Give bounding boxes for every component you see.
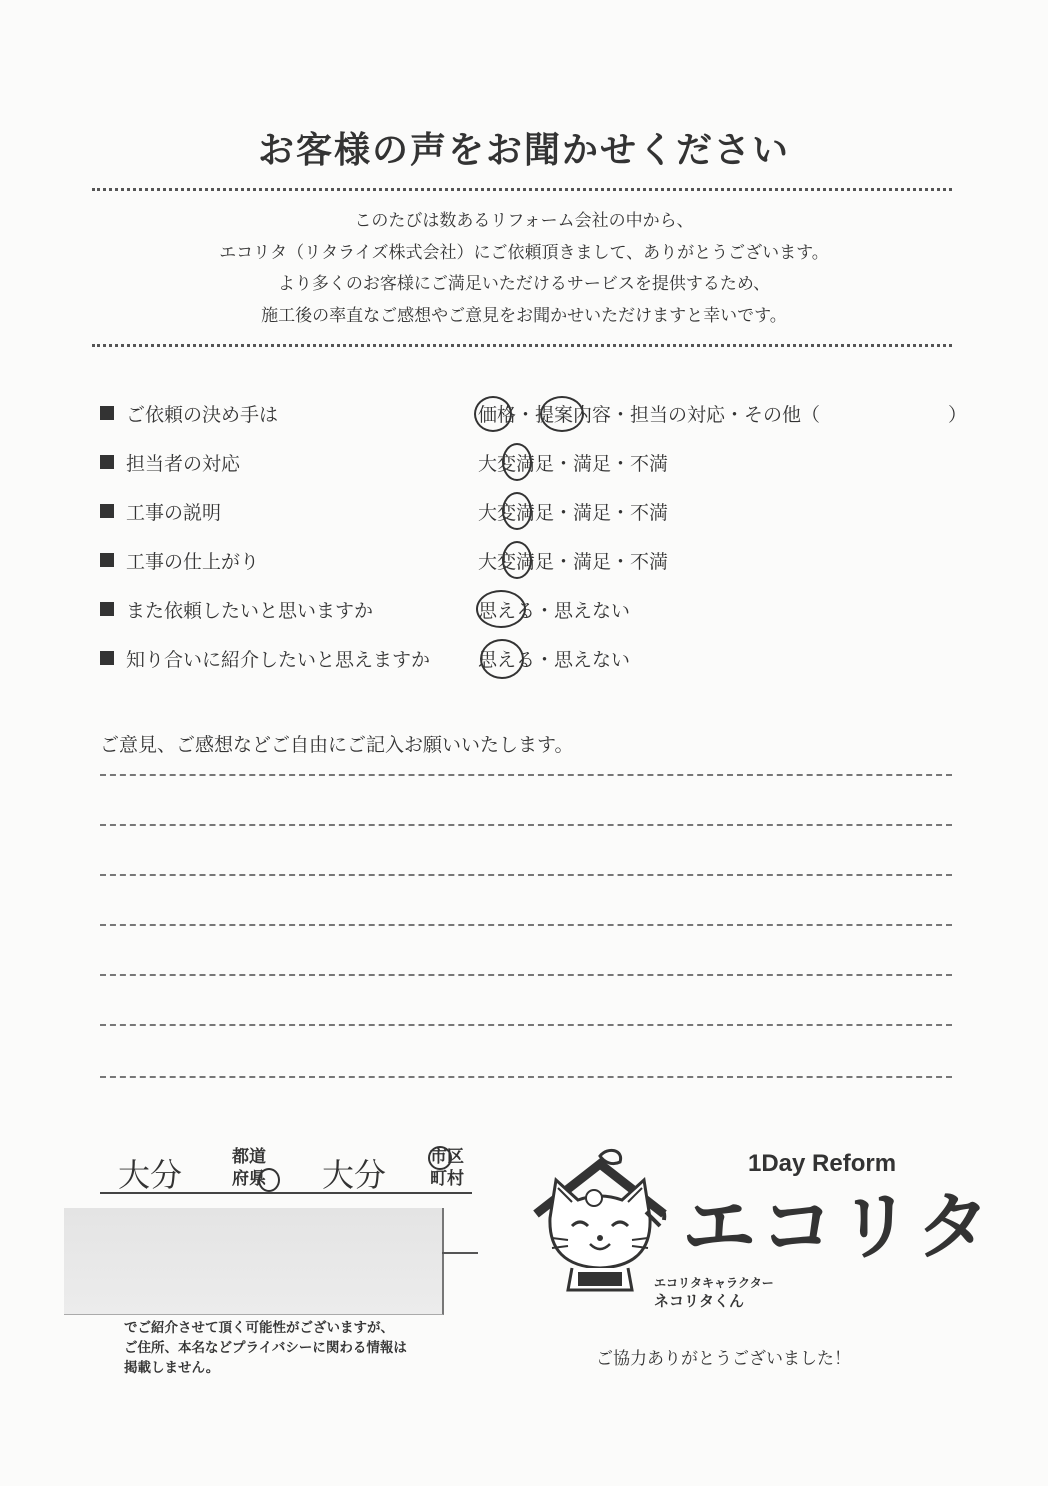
question-options[interactable]: 大変満足・満足・不満	[478, 502, 669, 524]
question-options[interactable]: 思える・思えない	[478, 600, 631, 622]
selection-circle	[428, 1146, 452, 1170]
bullet-icon	[100, 602, 114, 616]
suffix-line: 府県	[232, 1169, 266, 1189]
selection-circle	[476, 590, 526, 628]
comment-line[interactable]	[100, 824, 952, 826]
selection-circle	[258, 1168, 280, 1192]
bullet-icon	[100, 504, 114, 518]
selection-circle	[502, 443, 532, 481]
intro-line: より多くのお客様にご満足いただけるサービスを提供するため、	[277, 274, 771, 294]
note-line: ご住所、本名などプライバシーに関わる情報は	[124, 1340, 407, 1356]
logo-subtitle: 1Day Reform	[748, 1150, 897, 1177]
divider-top	[92, 188, 952, 191]
question-label: 工事の仕上がり	[126, 551, 260, 573]
redacted-area	[64, 1208, 444, 1315]
privacy-note	[124, 1318, 407, 1378]
comment-line[interactable]	[100, 924, 952, 926]
note-line: でご紹介させて頂く可能性がございますが、	[124, 1320, 394, 1336]
question-options[interactable]: 大変満足・満足・不満	[478, 453, 669, 475]
selection-circle	[474, 396, 512, 432]
suffix-line: 市区	[430, 1147, 464, 1167]
question-row	[100, 398, 970, 428]
character-label: エコリタキャラクター	[654, 1276, 774, 1290]
thanks-message: ご協力ありがとうございました！	[596, 1349, 851, 1369]
logo-name: エコリタ	[682, 1185, 994, 1268]
other-close-paren: ）	[948, 404, 968, 426]
question-options[interactable]: 思える・思えない	[478, 649, 631, 671]
comment-line[interactable]	[100, 1076, 952, 1078]
suffix-line: 町村	[430, 1169, 464, 1189]
comment-line[interactable]	[100, 874, 952, 876]
question-label: 工事の説明	[126, 502, 222, 524]
address-line	[100, 1192, 472, 1194]
comment-line[interactable]	[100, 974, 952, 976]
leader-line	[442, 1252, 478, 1254]
intro-line: このたびは数あるリフォーム会社の中から、	[354, 211, 694, 231]
page-title: お客様の声をお聞かせください	[257, 130, 790, 171]
question-options[interactable]: 大変満足・満足・不満	[478, 551, 669, 573]
question-row	[100, 594, 970, 624]
note-line: 掲載しません。	[124, 1360, 220, 1376]
selection-circle	[502, 541, 532, 579]
question-label: ご依頼の決め手は	[126, 404, 279, 426]
bullet-icon	[100, 455, 114, 469]
bullet-icon	[100, 406, 114, 420]
selection-circle	[502, 492, 532, 530]
comment-label: ご意見、ご感想などご自由にご記入お願いいたします。	[100, 734, 574, 756]
question-row	[100, 643, 970, 673]
prefecture-value: 大分	[118, 1156, 183, 1194]
question-label: また依頼したいと思いますか	[126, 600, 374, 622]
question-row	[100, 545, 970, 575]
comment-line[interactable]	[100, 1024, 952, 1026]
question-row	[100, 496, 970, 526]
intro-line: 施工後の率直なご感想やご意見をお聞かせいただけますと幸いです。	[261, 305, 787, 326]
bullet-icon	[100, 651, 114, 665]
question-options[interactable]: 価格・提案内容・担当の対応・その他（	[478, 404, 821, 426]
selection-circle	[480, 639, 524, 679]
question-label: 知り合いに紹介したいと思えますか	[126, 649, 431, 671]
intro-line: エコリタ（リタライズ株式会社）にご依頼頂きまして、ありがとうございます。	[219, 242, 829, 263]
suffix-line: 都道	[232, 1147, 266, 1167]
character-name: ネコリタくん	[654, 1292, 745, 1310]
intro-text	[0, 206, 1048, 332]
question-label: 担当者の対応	[126, 453, 241, 475]
bullet-icon	[100, 553, 114, 567]
selection-circle	[540, 396, 584, 432]
city-value: 大分	[322, 1156, 387, 1194]
divider-bottom	[92, 344, 952, 347]
question-row	[100, 447, 970, 477]
comment-line[interactable]	[100, 774, 952, 776]
